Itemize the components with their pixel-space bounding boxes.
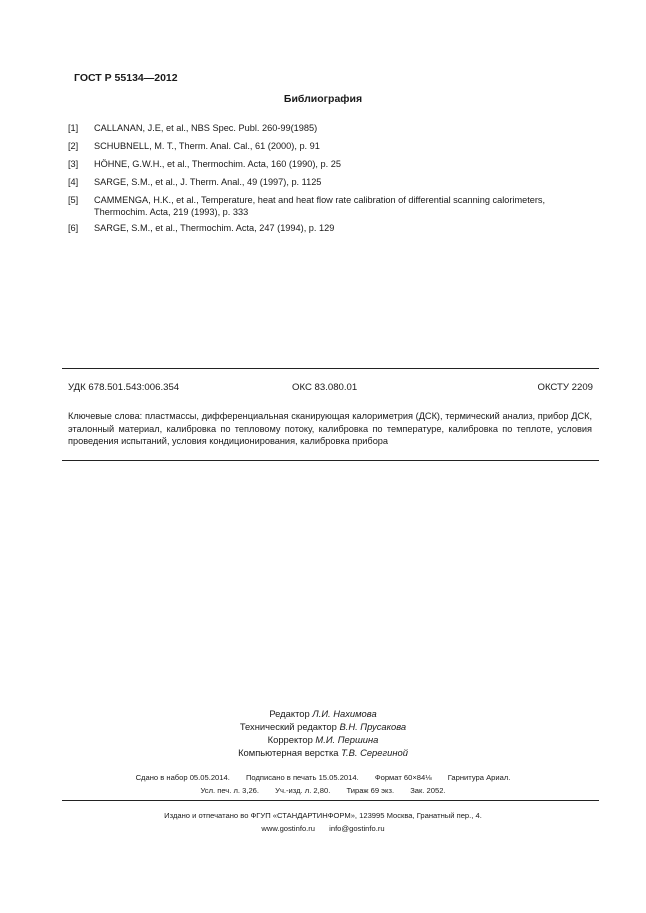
print-run: Тираж 69 экз. [346,785,395,795]
bibliography-list [68,123,598,241]
bibliography-number: [1] [68,123,79,133]
publisher-info [0,810,646,835]
divider-top [62,368,599,369]
credit-editor [0,707,646,720]
credit-role: Корректор [267,734,313,745]
standard-number: ГОСТ Р 55134—2012 [74,72,178,84]
bibliography-text: SARGE, S.M., et al., Thermochim. Acta, 247 (1994), p. 129 [94,223,335,233]
bibliography-text: SARGE, S.M., et al., J. Therm. Anal., 49 (1997), p. 1125 [94,177,322,187]
print-info [0,772,646,797]
credit-name: М.И. Першина [315,734,379,745]
bibliography-item [68,123,598,135]
okstu-code: ОКСТУ 2209 [537,382,593,393]
credit-technical-editor [0,720,646,733]
publisher-address: Издано и отпечатано во ФГУП «СТАНДАРТИНФОРМ», 123995 Москва, Гранатный пер., 4. [164,811,482,820]
credit-name: В.Н. Прусакова [339,721,407,732]
credit-name: Л.И. Нахимова [312,708,377,719]
bibliography-item [68,177,598,189]
bibliography-text: CAMMENGA, H.K., et al., Temperature, heat and heat flow rate calibration of differential scanning calorimeters, Thermochim. Acta, 219 (1993), p. 333 [94,195,546,217]
bibliography-number: [4] [68,177,79,187]
bibliography-number: [3] [68,159,79,169]
bibliography-item [68,195,598,218]
divider-middle [62,460,599,461]
bibliography-text: HÖHNE, G.W.H., et al., Thermochim. Acta, 160 (1990), p. 25 [94,159,341,169]
publication-sheets: Уч.-изд. л. 2,80. [275,785,331,795]
keywords-paragraph: Ключевые слова: пластмассы, дифференциальная сканирующая калориметрия (ДСК), термический анализ, прибор ДСК, эталонный материал, калибровка по тепловому потоку, калибровка по температуре, калибровка по теплоте, условия проведения испытаний, условия кондиционирования, калибровка прибора [68,411,592,447]
bibliography-item [68,159,598,171]
divider-bottom [62,800,599,801]
paper-format: Формат 60×84⅛ [374,773,432,782]
credit-name: Т.В. Серегиной [341,747,408,758]
bibliography-text: SCHUBNELL, M. T., Therm. Anal. Cal., 61 (2000), p. 91 [94,141,320,151]
credit-proofreader [0,733,646,746]
bibliography-number: [6] [68,223,79,233]
bibliography-item [68,223,598,235]
print-signed-date: Подписано в печать 15.05.2014. [245,773,359,782]
bibliography-text: CALLANAN, J.E, et al., NBS Spec. Publ. 260-99(1985) [94,123,318,133]
publisher-email: info@gostinfo.ru [329,823,385,833]
credit-role: Компьютерная верстка [238,747,339,758]
credit-layout [0,746,646,759]
publisher-website: www.gostinfo.ru [261,823,316,833]
udk-code: УДК 678.501.543:006.354 [68,382,180,393]
credit-role: Технический редактор [239,721,337,732]
section-title: Библиография [283,93,363,105]
typesetting-date: Сдано в набор 05.05.2014. [135,773,230,782]
credit-role: Редактор [269,708,310,719]
order-number: Зак. 2052. [410,785,446,795]
bibliography-number: [5] [68,195,79,205]
bibliography-number: [2] [68,141,79,151]
print-sheets: Усл. печ. л. 3,26. [200,785,260,795]
typeface: Гарнитура Ариал. [447,773,511,782]
oks-code: ОКС 83.080.01 [292,382,358,393]
bibliography-item [68,141,598,153]
editorial-credits [0,707,646,759]
